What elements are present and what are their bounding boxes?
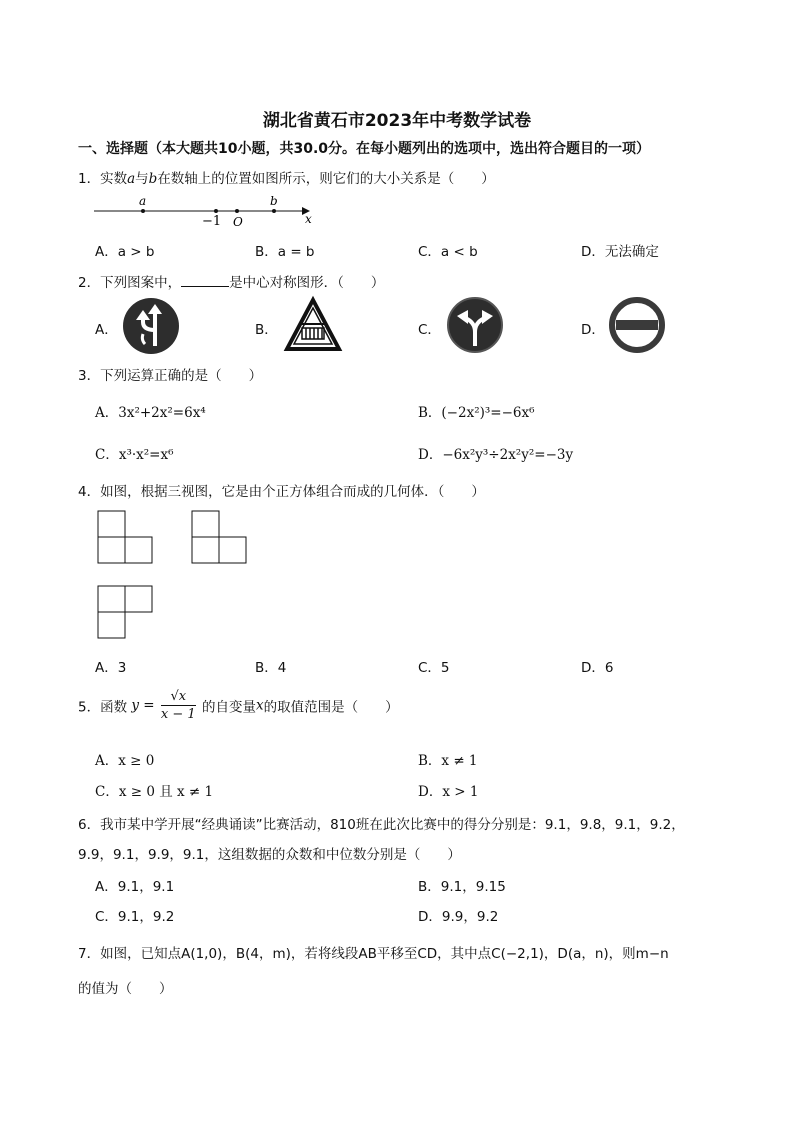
q5-function-y: y = bbox=[131, 697, 155, 714]
q2-option-a-label[interactable]: A． bbox=[95, 322, 118, 338]
q6-option-d[interactable]: D．9.9，9.2 bbox=[418, 909, 499, 925]
label-origin: O bbox=[233, 215, 243, 229]
q5-option-b[interactable]: B．x ≠ 1 bbox=[418, 753, 478, 769]
fork-left-right-sign-icon bbox=[446, 296, 504, 354]
top-view-figure bbox=[97, 585, 155, 641]
question-4-stem: 4．如图，根据三视图，它是由个正方体组合而成的几何体．（ ） bbox=[78, 484, 485, 500]
q4-option-b[interactable]: B．4 bbox=[255, 660, 287, 676]
q3-option-b[interactable]: B．(−2x²)³=−6x⁶ bbox=[418, 405, 535, 421]
q5-option-c[interactable]: C．x ≥ 0 且 x ≠ 1 bbox=[95, 784, 214, 800]
q2-option-d-label[interactable]: D． bbox=[581, 322, 605, 338]
question-2-stem bbox=[78, 271, 384, 291]
q6-option-c[interactable]: C．9.1，9.2 bbox=[95, 909, 175, 925]
q3-option-a[interactable]: A．3x²+2x²=6x⁴ bbox=[95, 405, 206, 421]
question-7-line-1: 7．如图，已知点A(1,0)，B(4，m)，若将线段AB平移至CD，其中点C(−2,1)，D(a，n)，则m−n bbox=[78, 946, 669, 962]
q1-option-b[interactable]: B．a = b bbox=[255, 244, 315, 260]
q5-fraction bbox=[161, 689, 196, 722]
question-1-stem bbox=[78, 167, 495, 187]
side-view-figure bbox=[191, 510, 249, 566]
q6-option-b[interactable]: B．9.1，9.15 bbox=[418, 879, 506, 895]
q5-option-d[interactable]: D．x > 1 bbox=[418, 784, 479, 800]
label-a: a bbox=[139, 194, 147, 208]
question-5-stem bbox=[78, 689, 399, 722]
q2-stem-post: 是中心对称图形．（ ） bbox=[229, 275, 385, 291]
q1-stem-mid: 与 bbox=[135, 171, 149, 187]
question-3-stem: 3．下列运算正确的是（ ） bbox=[78, 368, 263, 384]
label-neg1: −1 bbox=[202, 214, 222, 229]
section-heading: 一、选择题（本大题共10小题，共30.0分。在每小题列出的选项中，选出符合题目的一项） bbox=[78, 141, 651, 157]
q1-var-a: a bbox=[127, 171, 136, 187]
label-b: b bbox=[270, 194, 278, 208]
question-6-line-1: 6．我市某中学开展“经典诵读”比赛活动，810班在此次比赛中的得分分别是：9.1，9.8，9.1，9.2， bbox=[78, 817, 685, 833]
q1-stem-pre: 1．实数 bbox=[78, 171, 128, 187]
q3-option-d[interactable]: D．−6x²y³÷2x²y²=−3y bbox=[418, 447, 574, 463]
page-title: 湖北省黄石市2023年中考数学试卷 bbox=[262, 111, 532, 131]
q5-stem-post: 的取值范围是（ ） bbox=[263, 699, 399, 716]
q5-stem-mid: 的自变量 bbox=[201, 699, 256, 716]
no-entry-sign-icon bbox=[608, 296, 666, 354]
q5-denominator: x − 1 bbox=[160, 707, 196, 722]
q1-var-b: b bbox=[148, 171, 158, 187]
q2-option-b-label[interactable]: B． bbox=[255, 322, 278, 338]
q1-option-c[interactable]: C．a < b bbox=[418, 244, 478, 260]
turn-left-straight-sign-icon bbox=[121, 296, 181, 356]
q1-option-d[interactable]: D．无法确定 bbox=[581, 244, 659, 260]
q1-option-a[interactable]: A．a > b bbox=[95, 244, 155, 260]
q2-stem-pre: 2．下列图案中， bbox=[78, 275, 182, 291]
point-origin bbox=[235, 209, 239, 213]
q1-stem-post: 在数轴上的位置如图所示，则它们的大小关系是（ ） bbox=[157, 171, 495, 187]
q5-var-x: x bbox=[255, 697, 264, 714]
number-line-figure bbox=[92, 192, 322, 228]
railroad-crossing-sign-icon bbox=[284, 297, 342, 353]
question-7-line-2: 的值为（ ） bbox=[78, 981, 173, 997]
front-view-figure bbox=[97, 510, 155, 566]
q3-option-c[interactable]: C．x³·x²=x⁶ bbox=[95, 447, 174, 463]
q2-option-c-label[interactable]: C． bbox=[418, 322, 441, 338]
q5-numerator: √x bbox=[161, 689, 196, 706]
point-b bbox=[272, 209, 276, 213]
q5-option-a[interactable]: A．x ≥ 0 bbox=[95, 753, 155, 769]
point-a bbox=[141, 209, 145, 213]
answer-blank[interactable] bbox=[181, 274, 229, 287]
question-6-line-2: 9.9，9.1，9.9，9.1，这组数据的众数和中位数分别是（ ） bbox=[78, 847, 461, 863]
label-x: x bbox=[305, 212, 312, 226]
q4-option-d[interactable]: D．6 bbox=[581, 660, 614, 676]
q6-option-a[interactable]: A．9.1，9.1 bbox=[95, 879, 175, 895]
q4-option-c[interactable]: C．5 bbox=[418, 660, 450, 676]
q4-option-a[interactable]: A．3 bbox=[95, 660, 127, 676]
q5-stem-pre: 5．函数 bbox=[78, 699, 128, 716]
point-neg1 bbox=[214, 209, 218, 213]
